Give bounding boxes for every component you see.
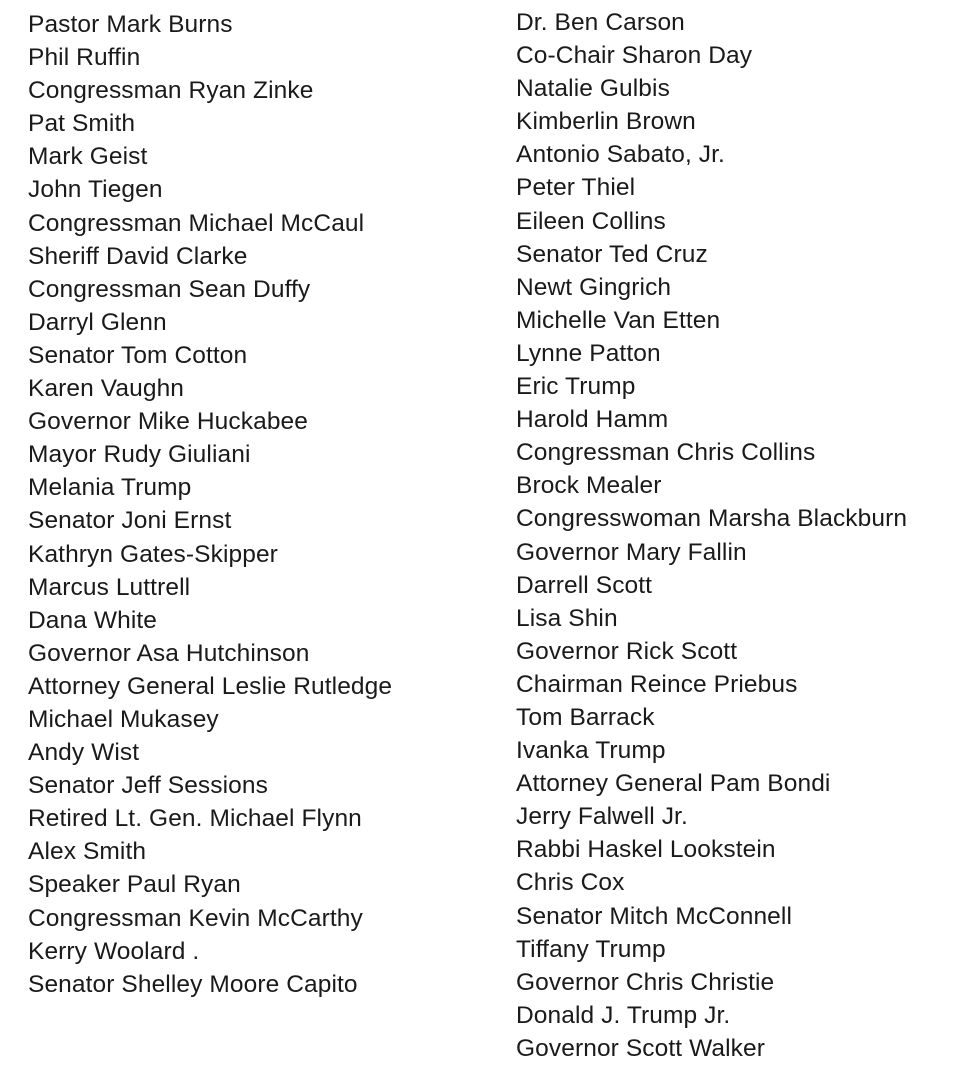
name-list-item: Governor Mary Fallin bbox=[516, 538, 747, 566]
name-list-item: Peter Thiel bbox=[516, 174, 636, 202]
name-list-item: Governor Asa Hutchinson bbox=[28, 639, 310, 667]
name-list-item: Tom Barrack bbox=[516, 703, 655, 731]
name-list-item: Antonio Sabato, Jr. bbox=[516, 141, 725, 169]
name-list-item: Marcus Luttrell bbox=[28, 573, 191, 601]
name-list-item: Governor Scott Walker bbox=[516, 1034, 765, 1062]
name-list-item: Attorney General Leslie Rutledge bbox=[28, 672, 393, 700]
name-list-item: Attorney General Pam Bondi bbox=[516, 770, 831, 798]
name-list-item: Andy Wist bbox=[28, 739, 140, 767]
name-list-item: Co-Chair Sharon Day bbox=[516, 42, 753, 70]
name-list-item: Darryl Glenn bbox=[28, 308, 167, 336]
name-list-item: Karen Vaughn bbox=[28, 375, 185, 403]
name-list-item: Chris Cox bbox=[516, 869, 625, 897]
name-list-item: Harold Hamm bbox=[516, 406, 669, 434]
name-list-item: Lynne Patton bbox=[516, 339, 661, 367]
name-list-item: Governor Rick Scott bbox=[516, 637, 738, 665]
name-list-item: Natalie Gulbis bbox=[516, 75, 670, 103]
name-list-item: Dana White bbox=[28, 606, 158, 634]
name-list-item: Dr. Ben Carson bbox=[516, 9, 685, 36]
name-list-item: Chairman Reince Priebus bbox=[516, 670, 798, 698]
name-list-item: Congressman Chris Collins bbox=[516, 439, 816, 467]
name-list-item: Governor Mike Huckabee bbox=[28, 408, 308, 436]
name-list-item: Tiffany Trump bbox=[516, 935, 666, 963]
name-list-item: Alex Smith bbox=[28, 838, 147, 866]
name-list-item: Donald J. Trump Jr. bbox=[516, 1001, 731, 1029]
name-list-item: Senator Jeff Sessions bbox=[28, 772, 268, 800]
name-list-item: Pat Smith bbox=[28, 110, 136, 138]
name-list-item: Melania Trump bbox=[28, 474, 192, 502]
name-list-item: John Tiegen bbox=[28, 176, 163, 204]
name-list-item: Speaker Paul Ryan bbox=[28, 871, 241, 899]
name-list-item: Congresswoman Marsha Blackburn bbox=[516, 505, 908, 533]
name-list-item: Senator Joni Ernst bbox=[28, 507, 232, 535]
name-list-item: Lisa Shin bbox=[516, 604, 618, 632]
name-list-item: Congressman Michael McCaul bbox=[28, 209, 365, 237]
name-list-item: Kimberlin Brown bbox=[516, 108, 696, 136]
name-list-item: Senator Mitch McConnell bbox=[516, 902, 792, 930]
name-list-item: Mark Geist bbox=[28, 143, 148, 171]
name-list-item: Rabbi Haskel Lookstein bbox=[516, 836, 776, 864]
name-list-item: Michelle Van Etten bbox=[516, 306, 721, 334]
name-list-item: Congressman Sean Duffy bbox=[28, 275, 311, 303]
name-list-item: Senator Tom Cotton bbox=[28, 341, 248, 369]
name-list-item: Kathryn Gates-Skipper bbox=[28, 540, 278, 568]
name-list-item: Ivanka Trump bbox=[516, 737, 666, 765]
name-list-item: Newt Gingrich bbox=[516, 273, 672, 301]
name-list-item: Congressman Kevin McCarthy bbox=[28, 904, 363, 932]
name-list-item: Congressman Ryan Zinke bbox=[28, 77, 314, 105]
name-list-item: Michael Mukasey bbox=[28, 705, 219, 733]
name-list-item: Mayor Rudy Giuliani bbox=[28, 441, 251, 469]
name-list-item: Pastor Mark Burns bbox=[28, 11, 233, 38]
left-name-column bbox=[28, 8, 392, 1001]
name-list-item: Eric Trump bbox=[516, 373, 636, 401]
name-list-item: Darrell Scott bbox=[516, 571, 653, 599]
name-list-item: Senator Shelley Moore Capito bbox=[28, 970, 358, 998]
name-list-item: Senator Ted Cruz bbox=[516, 240, 708, 268]
name-list-item: Sheriff David Clarke bbox=[28, 242, 248, 270]
name-list-item: Eileen Collins bbox=[516, 207, 666, 235]
right-name-column bbox=[516, 6, 907, 1065]
name-list-item: Brock Mealer bbox=[516, 472, 662, 500]
name-list-item: Kerry Woolard . bbox=[28, 937, 200, 965]
name-list-item: Retired Lt. Gen. Michael Flynn bbox=[28, 805, 362, 833]
name-list-item: Governor Chris Christie bbox=[516, 968, 775, 996]
name-list-item: Jerry Falwell Jr. bbox=[516, 803, 688, 831]
name-list-item: Phil Ruffin bbox=[28, 44, 141, 72]
